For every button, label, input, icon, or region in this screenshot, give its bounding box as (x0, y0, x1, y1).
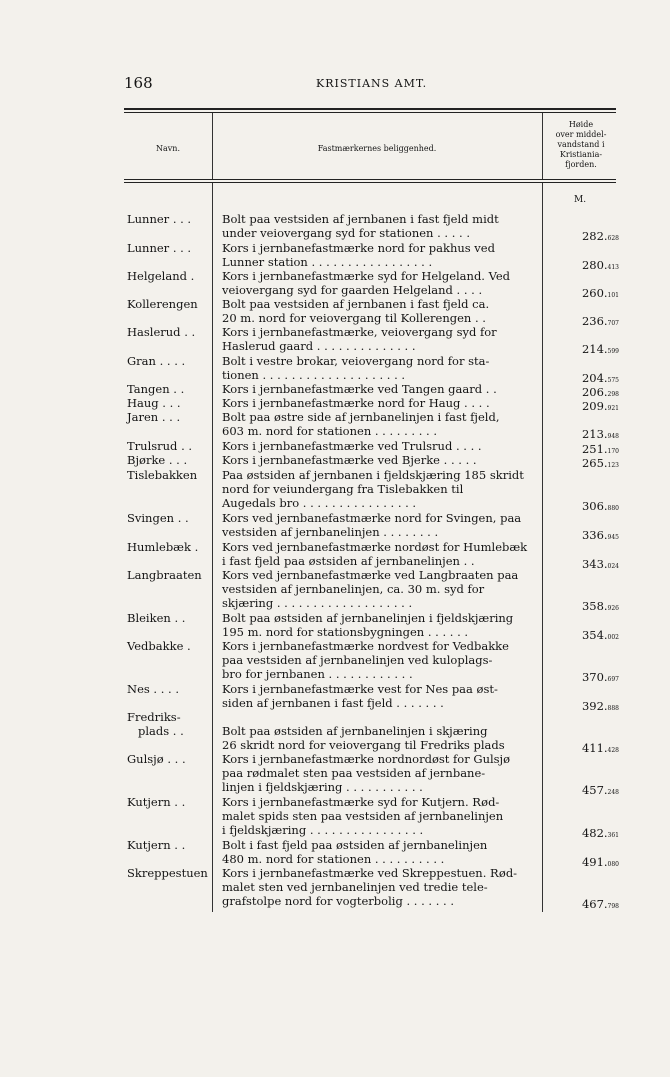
place-name: Tislebakken (127, 468, 198, 482)
benchmark-description (222, 682, 540, 710)
description-line: skjæring . . . . . . . . . . . . . . . . . . . (222, 596, 413, 610)
elevation-integer: 213. (581, 427, 608, 441)
elevation-decimals: 575 (607, 377, 619, 384)
description-line: Paa østsiden af jernbanen i fjeldskjæring 185 skridt (222, 468, 524, 482)
elevation-integer: 358. (581, 599, 608, 613)
description-line: i fjeldskjæring . . . . . . . . . . . . . . . . (222, 823, 424, 837)
elevation-value (543, 342, 619, 356)
benchmark-description (222, 611, 540, 639)
description-line: Kors i jernbanefastmærke nordvest for Vedbakke (222, 639, 509, 653)
place-name: Nes . . . . (127, 682, 180, 696)
elevation-decimals: 707 (607, 320, 619, 327)
elevation-decimals: 101 (607, 292, 619, 299)
benchmark-description (222, 241, 540, 269)
elevation-decimals: 080 (607, 861, 619, 868)
elevation-value (543, 670, 619, 684)
description-line: Kors i jernbanefastmærke vest for Nes paa øst- (222, 682, 498, 696)
header-bottom-rule (124, 179, 616, 180)
elevation-value (543, 855, 619, 869)
elevation-value (543, 826, 619, 840)
description-line: siden af jernbanen i fast fjeld . . . . . . . (222, 696, 444, 710)
benchmark-description (222, 396, 540, 410)
description-line: vestsiden af jernbanelinjen, ca. 30 m. syd for (222, 582, 485, 596)
elevation-decimals: 428 (607, 747, 619, 754)
elevation-value (543, 699, 619, 713)
description-line: Kors i jernbanefastmærke ved Skreppestuen. Rød- (222, 866, 518, 880)
benchmark-description (222, 838, 540, 866)
elevation-decimals: 599 (607, 348, 619, 355)
elevation-integer: 491. (581, 855, 608, 869)
place-name: Gulsjø . . . (127, 752, 186, 766)
elevation-integer: 214. (581, 342, 608, 356)
benchmark-description (222, 795, 540, 837)
elevation-decimals: 926 (607, 605, 619, 612)
place-name: Svingen . . (127, 511, 189, 525)
description-line: paa rødmalet sten paa vestsiden af jernbane- (222, 766, 486, 780)
description-line: i fast fjeld paa østsiden af jernbanelinjen . . (222, 554, 475, 568)
elevation-integer: 336. (581, 528, 608, 542)
elevation-decimals: 123 (607, 462, 619, 469)
elevation-integer: 482. (581, 826, 608, 840)
elevation-value (543, 456, 619, 470)
description-line: Kors i jernbanefastmærke syd for Kutjern. Rød- (222, 795, 500, 809)
column-header-hoide-line: vandstand i (557, 140, 605, 149)
elevation-value (543, 229, 619, 243)
benchmark-description (222, 568, 540, 610)
elevation-integer: 467. (581, 897, 608, 911)
description-line: Bolt paa vestsiden af jernbanen i fast fjeld midt (222, 212, 499, 226)
description-line: Bolt paa vestsiden af jernbanen i fast fjeld ca. (222, 297, 490, 311)
description-line: Augedals bro . . . . . . . . . . . . . . . . (222, 496, 417, 510)
benchmark-description (222, 710, 540, 752)
benchmark-description (222, 410, 540, 438)
description-line: Lunner station . . . . . . . . . . . . . . . . . (222, 255, 433, 269)
description-line: 603 m. nord for stationen . . . . . . . . . (222, 424, 438, 438)
elevation-decimals: 798 (607, 903, 619, 910)
elevation-decimals: 248 (607, 789, 619, 796)
benchmark-description (222, 468, 540, 510)
description-line: Kors ved jernbanefastmærke nord for Svingen, paa (222, 511, 522, 525)
column-header-hoide (543, 120, 619, 170)
benchmark-description (222, 382, 540, 396)
description-line: 20 m. nord for veiovergang til Kollerengen . . (222, 311, 486, 325)
description-line: Kors i jernbanefastmærke ved Bjerke . . . . . (222, 453, 477, 467)
description-line: malet spids sten paa vestsiden af jernbanelinjen (222, 809, 504, 823)
benchmark-description (222, 269, 540, 297)
benchmark-description (222, 212, 540, 240)
elevation-value (543, 314, 619, 328)
place-name: Trulsrud . . (127, 439, 193, 453)
elevation-value (543, 442, 619, 456)
elevation-value (543, 399, 619, 413)
elevation-value (543, 385, 619, 399)
elevation-decimals: 948 (607, 433, 619, 440)
place-name: Jaren . . . (127, 410, 181, 424)
description-line: Kors i jernbanefastmærke, veiovergang syd for (222, 325, 497, 339)
description-line: linjen i fjeldskjæring . . . . . . . . . . . (222, 780, 423, 794)
elevation-value (543, 783, 619, 797)
elevation-decimals: 298 (607, 391, 619, 398)
description-line: Haslerud gaard . . . . . . . . . . . . . . (222, 339, 416, 353)
place-name: Gran . . . . (127, 354, 186, 368)
column-header-hoide-line: Høide (568, 120, 594, 129)
elevation-value (543, 371, 619, 385)
elevation-integer: 343. (581, 557, 608, 571)
place-name: Bjørke . . . (127, 453, 188, 467)
elevation-integer: 260. (581, 286, 608, 300)
description-line: grafstolpe nord for vogterbolig . . . . . . . (222, 894, 454, 908)
description-line: paa vestsiden af jernbanelinjen ved kuloplags- (222, 653, 493, 667)
elevation-integer: 206. (581, 385, 608, 399)
description-line: nord for veiundergang fra Tislebakken til (222, 482, 464, 496)
elevation-decimals: 945 (607, 534, 619, 541)
elevation-value (543, 897, 619, 911)
description-line: Kors ved jernbanefastmærke nordøst for Humlebæk (222, 540, 528, 554)
place-name: Tangen . . (127, 382, 185, 396)
elevation-integer: 236. (581, 314, 608, 328)
elevation-decimals: 697 (607, 676, 619, 683)
elevation-value (543, 258, 619, 272)
elevation-integer: 370. (581, 670, 608, 684)
benchmark-description (222, 354, 540, 382)
elevation-value (543, 427, 619, 441)
elevation-decimals: 361 (607, 832, 619, 839)
description-line: Bolt paa østsiden af jernbanelinjen i fjeldskjæring (222, 611, 514, 625)
table-top-rule (124, 108, 616, 110)
description-line: Kors i jernbanefastmærke ved Tangen gaard . . (222, 382, 497, 396)
place-name: Langbraaten (127, 568, 202, 582)
benchmark-description (222, 453, 540, 467)
page-number: 168 (124, 74, 153, 92)
elevation-integer: 411. (581, 741, 608, 755)
elevation-value (543, 741, 619, 755)
elevation-decimals: 921 (607, 405, 619, 412)
description-line: bro for jernbanen . . . . . . . . . . . . (222, 667, 413, 681)
place-name: Humlebæk . (127, 540, 199, 554)
description-line: Kors ved jernbanefastmærke ved Langbraaten paa (222, 568, 519, 582)
elevation-value (543, 628, 619, 642)
elevation-integer: 204. (581, 371, 608, 385)
column-header-hoide-line: Kristiania- (559, 150, 603, 159)
elevation-decimals: 170 (607, 448, 619, 455)
elevation-value (543, 286, 619, 300)
elevation-value (543, 599, 619, 613)
elevation-decimals: 024 (607, 563, 619, 570)
description-line: Bolt i fast fjeld paa østsiden af jernbanelinjen (222, 838, 488, 852)
description-line: Bolt paa østre side af jernbanelinjen i fast fjeld, (222, 410, 500, 424)
description-line: Kors i jernbanefastmærke nordnordøst for Gulsjø (222, 752, 511, 766)
elevation-value (543, 528, 619, 542)
elevation-integer: 209. (581, 399, 608, 413)
description-line (222, 710, 540, 724)
description-line: under veiovergang syd for stationen . . . . . (222, 226, 471, 240)
place-name: Lunner . . . (127, 241, 192, 255)
description-line: 195 m. nord for stationsbygningen . . . . . . (222, 625, 469, 639)
elevation-integer: 306. (581, 499, 608, 513)
place-name: Kutjern . . (127, 795, 186, 809)
elevation-decimals: 880 (607, 505, 619, 512)
place-name: Kutjern . . (127, 838, 186, 852)
column-header-hoide-line: fjorden. (565, 160, 597, 169)
column-header-navn: Navn. (156, 144, 180, 153)
benchmark-description (222, 639, 540, 681)
description-line: veiovergang syd for gaarden Helgeland . . . . (222, 283, 483, 297)
benchmark-description (222, 325, 540, 353)
description-line: malet sten ved jernbanelinjen ved tredie tele- (222, 880, 488, 894)
elevation-integer: 392. (581, 699, 608, 713)
elevation-value (543, 557, 619, 571)
elevation-integer: 354. (581, 628, 608, 642)
column-header-fastmaerke: Fastmærkernes beliggenhed. (317, 144, 437, 153)
running-title: KRISTIANS AMT. (316, 77, 428, 90)
elevation-decimals: 002 (607, 634, 619, 641)
benchmark-description (222, 439, 540, 453)
elevation-integer: 265. (581, 456, 608, 470)
benchmark-description (222, 540, 540, 568)
description-line: 26 skridt nord for veiovergang til Fredriks plads (222, 738, 505, 752)
elevation-integer: 280. (581, 258, 608, 272)
unit-label: M. (574, 195, 587, 205)
place-name: Haslerud . . (127, 325, 196, 339)
place-name: Skreppestuen (127, 866, 208, 880)
place-name: Fredriks- plads . . (127, 710, 184, 738)
place-name: Helgeland . (127, 269, 195, 283)
elevation-decimals: 628 (607, 235, 619, 242)
place-name: Bleiken . . (127, 611, 186, 625)
place-name: Haug . . . (127, 396, 181, 410)
description-line: Bolt i vestre brokar, veiovergang nord for sta- (222, 354, 490, 368)
place-name: Lunner . . . (127, 212, 192, 226)
benchmark-description (222, 297, 540, 325)
description-line: Kors i jernbanefastmærke nord for Haug . . . . (222, 396, 490, 410)
benchmark-description (222, 752, 540, 794)
description-line: tionen . . . . . . . . . . . . . . . . . . . . (222, 368, 406, 382)
benchmark-description (222, 511, 540, 539)
description-line: 480 m. nord for stationen . . . . . . . . . . (222, 852, 445, 866)
elevation-decimals: 888 (607, 705, 619, 712)
page-header (0, 74, 670, 94)
column-header-hoide-line: over middel- (555, 130, 607, 139)
description-line: Bolt paa østsiden af jernbanelinjen i skjæring (222, 724, 488, 738)
elevation-integer: 251. (581, 442, 608, 456)
elevation-integer: 457. (581, 783, 608, 797)
elevation-decimals: 413 (607, 264, 619, 271)
description-line: Kors i jernbanefastmærke ved Trulsrud . . . . (222, 439, 482, 453)
place-name: Vedbakke . (127, 639, 191, 653)
elevation-integer: 282. (581, 229, 608, 243)
benchmark-description (222, 866, 540, 908)
description-line: Kors i jernbanefastmærke syd for Helgeland. Ved (222, 269, 511, 283)
description-line: vestsiden af jernbanelinjen . . . . . . . . (222, 525, 439, 539)
place-name: Kollerengen (127, 297, 198, 311)
description-line: Kors i jernbanefastmærke nord for pakhus ved (222, 241, 495, 255)
elevation-value (543, 499, 619, 513)
